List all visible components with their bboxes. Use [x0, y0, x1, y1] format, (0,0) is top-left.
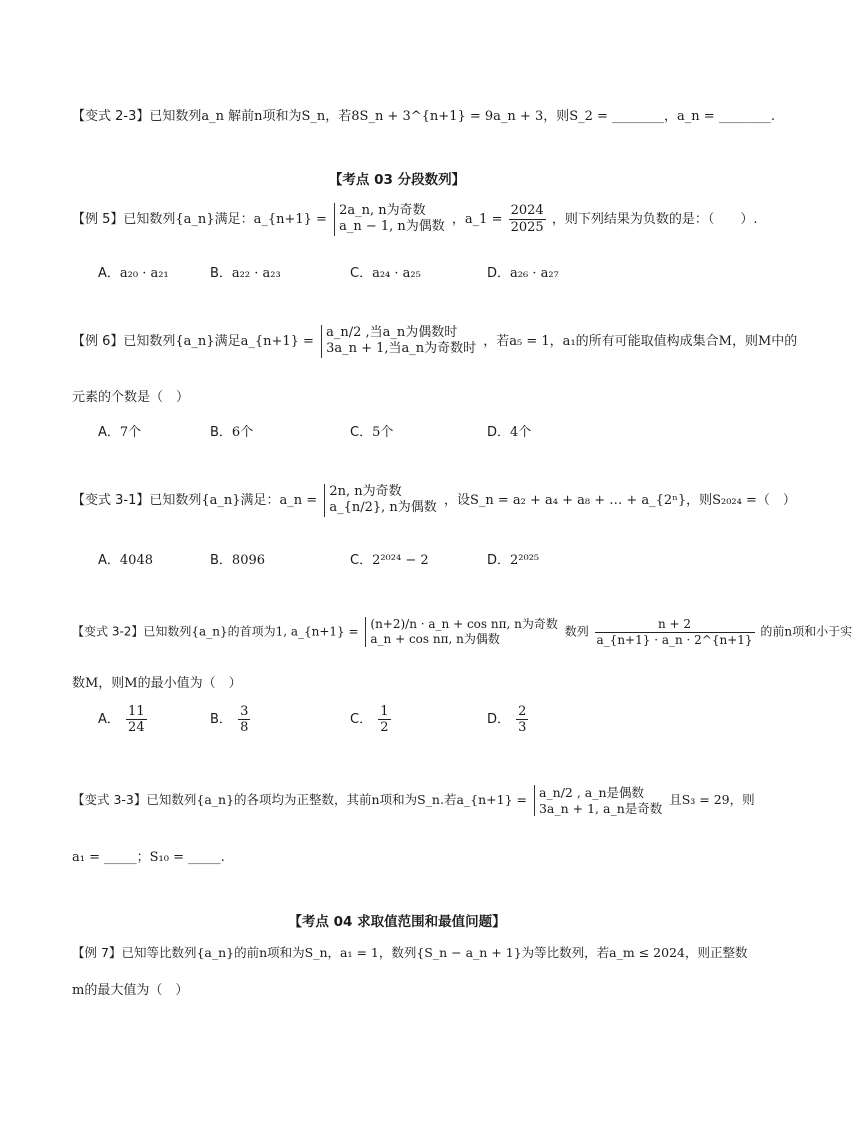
variant-3-2-line-2: 数M，则M的最小值为（ ） [72, 676, 242, 691]
example-6-cases [321, 325, 476, 358]
example-6-label: 【例 6】 [72, 333, 124, 349]
variant-3-1-option-b[interactable]: B．8096 [210, 553, 266, 568]
variant-3-1-pre: 已知数列{a_n}满足：a_n = [149, 492, 318, 508]
variant-3-2-case-1: (n+2)/n · a_n + cos nπ, n为奇数 [370, 617, 558, 631]
example-6-option-a[interactable]: A．7个 [98, 425, 142, 440]
example-5-option-d[interactable]: D．a₂₆ · a₂₇ [487, 266, 559, 281]
variant-3-2-pre: 已知数列{a_n}的首项为1, a_{n+1} = [143, 624, 359, 639]
example-5-fraction [509, 203, 546, 235]
example-6-line-2: 元素的个数是（ ） [72, 390, 190, 405]
variant-2-3-label: 【变式 2-3】 [72, 109, 150, 124]
example-7-line-2: m的最大值为（ ） [72, 983, 189, 998]
variant-3-2-cases [365, 617, 557, 647]
example-7 [72, 945, 747, 960]
section-04-heading: 【考点 04 求取值范围和最值问题】 [288, 914, 506, 930]
variant-3-3-label: 【变式 3-3】 [72, 792, 147, 808]
example-6-option-d[interactable]: D．4个 [487, 425, 532, 440]
example-6-option-c[interactable]: C．5个 [350, 425, 394, 440]
variant-3-3-post: 且S₃ = 29，则 [669, 792, 755, 808]
example-5-frac-den: 2025 [510, 219, 544, 235]
variant-3-3-case-2: 3a_n + 1, a_n是奇数 [538, 800, 663, 816]
example-5 [72, 203, 757, 236]
example-5-post: ，则下列结果为负数的是：（ ）. [551, 211, 758, 227]
variant-3-1-case-2: a_{n/2}, n为偶数 [329, 500, 437, 516]
variant-3-2-post: 的前n项和小于实 [760, 624, 852, 639]
variant-3-3-case-1: a_n/2 , a_n是偶数 [538, 785, 645, 800]
variant-3-2-option-d[interactable]: D． $\frac{2}{3}$ [487, 704, 527, 735]
variant-3-1-label: 【变式 3-1】 [72, 492, 150, 508]
variant-3-1-cases [324, 484, 436, 517]
variant-3-2-frac-num: n + 2 [595, 617, 755, 632]
variant-3-2-option-c[interactable]: C． $\frac{1}{2}$ [350, 704, 389, 735]
example-5-pre: 已知数列{a_n}满足：a_{n+1} = [123, 211, 327, 227]
example-5-mid: ，a_1 = [451, 211, 503, 227]
variant-3-2-option-b[interactable]: B． $\frac{3}{8}$ [210, 704, 249, 735]
example-5-cases [334, 203, 445, 236]
variant-3-1-post: ，设S_n = a₂ + a₄ + a₈ + … + a_{2ⁿ}，则S₂₀₂₄ =（ ） [443, 492, 796, 508]
variant-3-3-pre: 已知数列{a_n}的各项均为正整数，其前n项和为S_n.若a_{n+1} = [146, 792, 527, 808]
example-6-case-1: a_n/2 ,当a_n为偶数时 [326, 325, 458, 340]
example-5-case-2: a_n − 1, n为偶数 [339, 219, 445, 235]
example-7-label: 【例 7】 [72, 945, 122, 960]
example-5-label: 【例 5】 [72, 211, 124, 227]
variant-3-2-fraction [595, 617, 755, 647]
example-5-option-a[interactable]: A．a₂₀ · a₂₁ [98, 266, 169, 281]
variant-3-3-cases [534, 785, 662, 816]
section-03-heading: 【考点 03 分段数列】 [328, 172, 466, 188]
example-7-text: 已知等比数列{a_n}的前n项和为S_n，a₁ = 1，数列{S_n − a_n + 1}为等比数列，若a_m ≤ 2024，则正整数 [121, 945, 748, 960]
variant-3-1-case-1: 2n, n为奇数 [329, 484, 402, 499]
variant-3-3 [72, 785, 755, 816]
variant-3-1 [72, 484, 796, 517]
example-5-case-1: 2a_n, n为奇数 [339, 203, 426, 218]
variant-3-2-label: 【变式 3-2】 [72, 624, 144, 639]
variant-3-2-mid: 数列 [564, 624, 589, 639]
example-6-option-b[interactable]: B．6个 [210, 425, 254, 440]
example-5-option-c[interactable]: C．a₂₄ · a₂₅ [350, 266, 421, 281]
variant-3-1-option-c[interactable]: C．2²⁰²⁴ − 2 [350, 553, 429, 568]
variant-3-1-option-a[interactable]: A．4048 [98, 553, 153, 568]
variant-3-2-frac-den: a_{n+1} · a_n · 2^{n+1} [596, 632, 753, 647]
example-6-post: ，若a₅ = 1，a₁的所有可能取值构成集合M，则M中的 [483, 333, 798, 349]
variant-2-3-text: 已知数列a_n 解前n项和为S_n，若8S_n + 3^{n+1} = 9a_n + 3，则S_2 = ________，a_n = ________. [149, 109, 775, 124]
variant-2-3 [72, 109, 775, 125]
example-6 [72, 325, 797, 358]
variant-3-2-option-a[interactable]: A． $\frac{11}{24}$ [98, 704, 145, 735]
variant-3-2 [72, 617, 852, 647]
example-6-pre: 已知数列{a_n}满足a_{n+1} = [123, 333, 314, 349]
variant-3-1-option-d[interactable]: D．2²⁰²⁵ [487, 553, 540, 568]
example-5-frac-num: 2024 [510, 203, 544, 219]
variant-3-2-case-2: a_n + cos nπ, n为偶数 [370, 632, 500, 646]
variant-3-3-line-2: a₁ = _____；S₁₀ = _____. [72, 850, 225, 865]
example-5-option-b[interactable]: B．a₂₂ · a₂₃ [210, 266, 281, 281]
example-6-case-2: 3a_n + 1,当a_n为奇数时 [326, 341, 477, 357]
